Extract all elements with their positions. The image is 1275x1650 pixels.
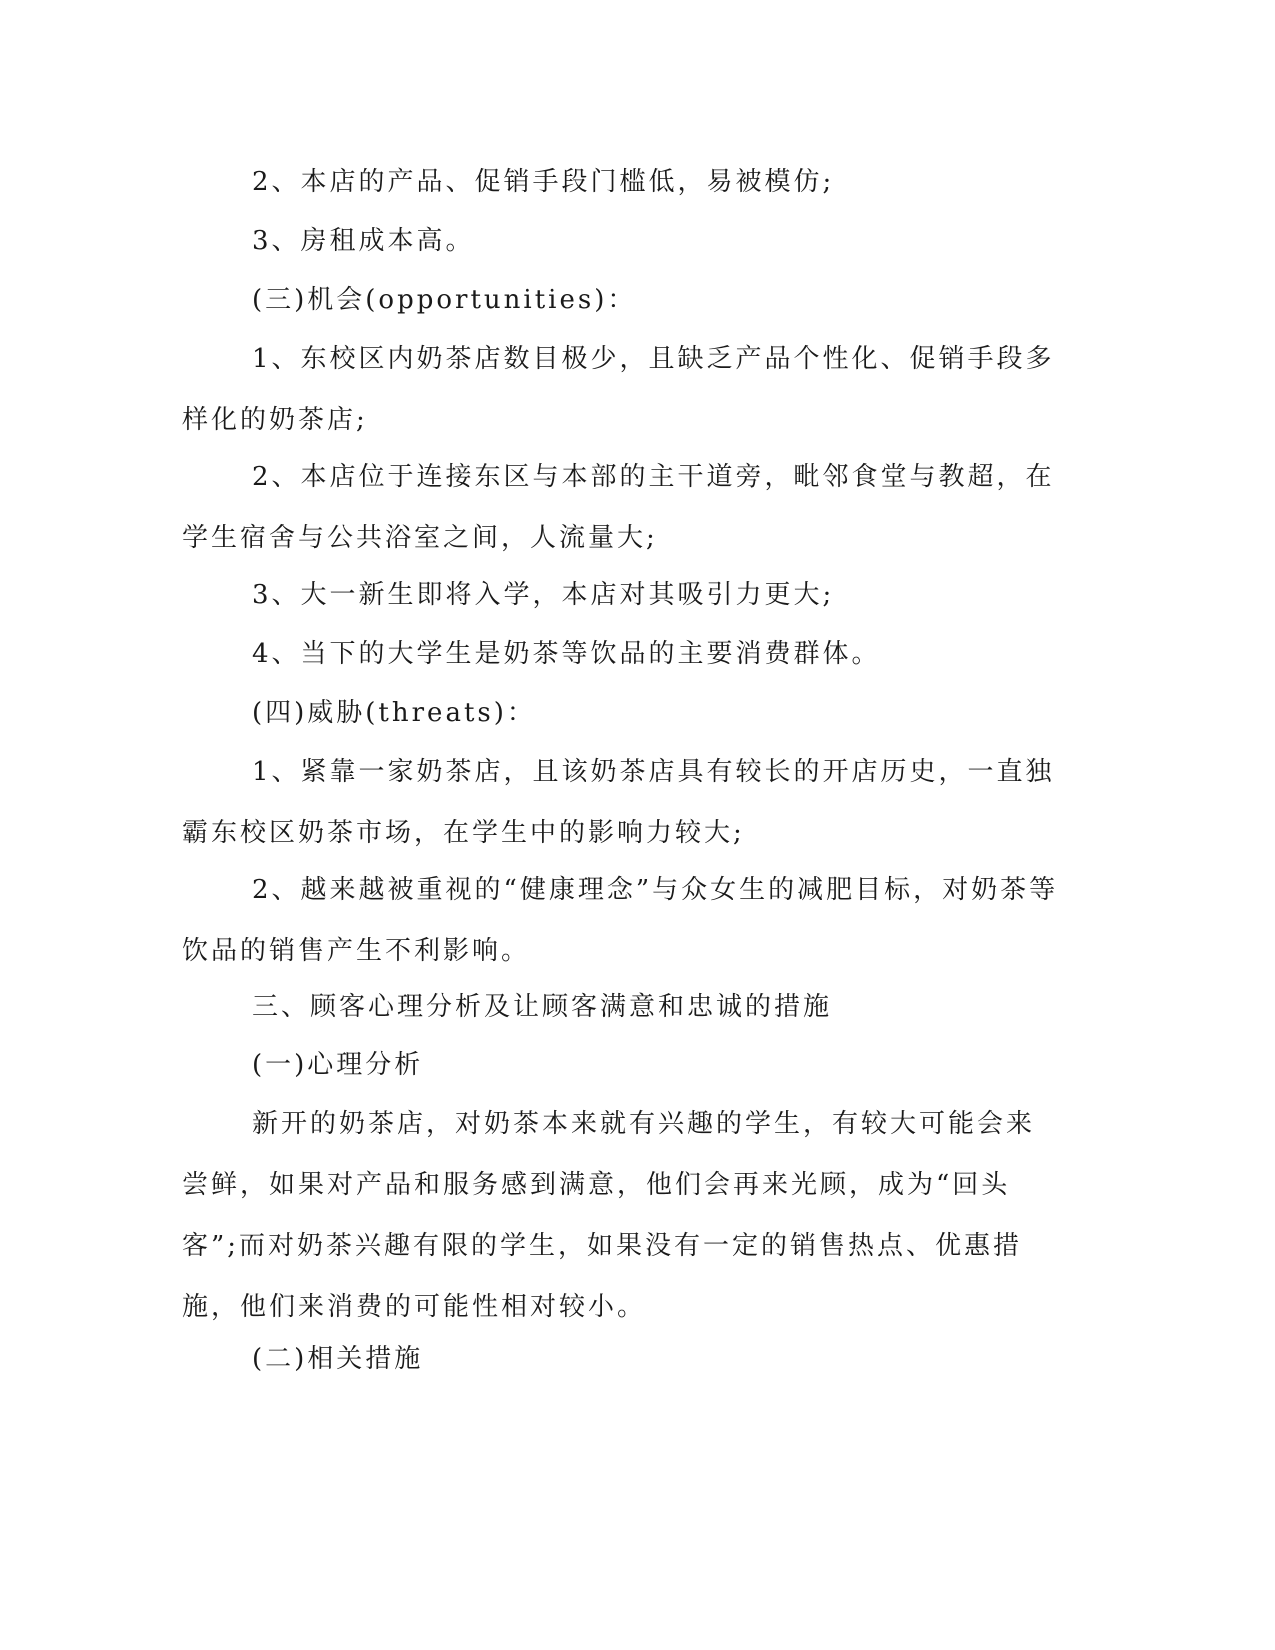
paragraph-opportunity-3: 3、大一新生即将入学，本店对其吸引力更大; — [252, 580, 835, 610]
subheading-related-measures: (二)相关措施 — [252, 1344, 424, 1374]
paragraph-weakness-2: 2、本店的产品、促销手段门槛低，易被模仿; — [252, 167, 835, 197]
paragraph-opportunity-2: 2、本店位于连接东区与本部的主干道旁，毗邻食堂与教超，在学生宿舍与公共浴室之间，人流量大; — [182, 462, 1055, 553]
paragraph-opportunity-1: 1、东校区内奶茶店数目极少，且缺乏产品个性化、促销手段多样化的奶茶店; — [182, 344, 1055, 435]
heading-threats: (四)威胁(threats)： — [252, 698, 536, 728]
paragraph-threat-1: 1、紧靠一家奶茶店，且该奶茶店具有较长的开店历史，一直独霸东校区奶茶市场，在学生中的影响力较大; — [182, 757, 1055, 848]
subheading-psychology-analysis: (一)心理分析 — [252, 1050, 424, 1080]
paragraph-opportunity-4: 4、当下的大学生是奶茶等饮品的主要消费群体。 — [252, 639, 881, 669]
section-heading-customer-psychology: 三、顾客心理分析及让顾客满意和忠诚的措施 — [252, 992, 833, 1022]
paragraph-weakness-3: 3、房租成本高。 — [252, 226, 475, 256]
paragraph-psychology-analysis: 新开的奶茶店，对奶茶本来就有兴趣的学生，有较大可能会来尝鲜，如果对产品和服务感到满意，他们会再来光顾，成为“回头客”;而对奶茶兴趣有限的学生，如果没有一定的销售热点、优惠措施，他们来消费的可能性相对较小。 — [182, 1109, 1036, 1322]
paragraph-threat-2: 2、越来越被重视的“健康理念”与众女生的减肥目标，对奶茶等饮品的销售产生不利影响。 — [182, 875, 1059, 966]
heading-opportunities: (三)机会(opportunities)： — [252, 285, 637, 315]
